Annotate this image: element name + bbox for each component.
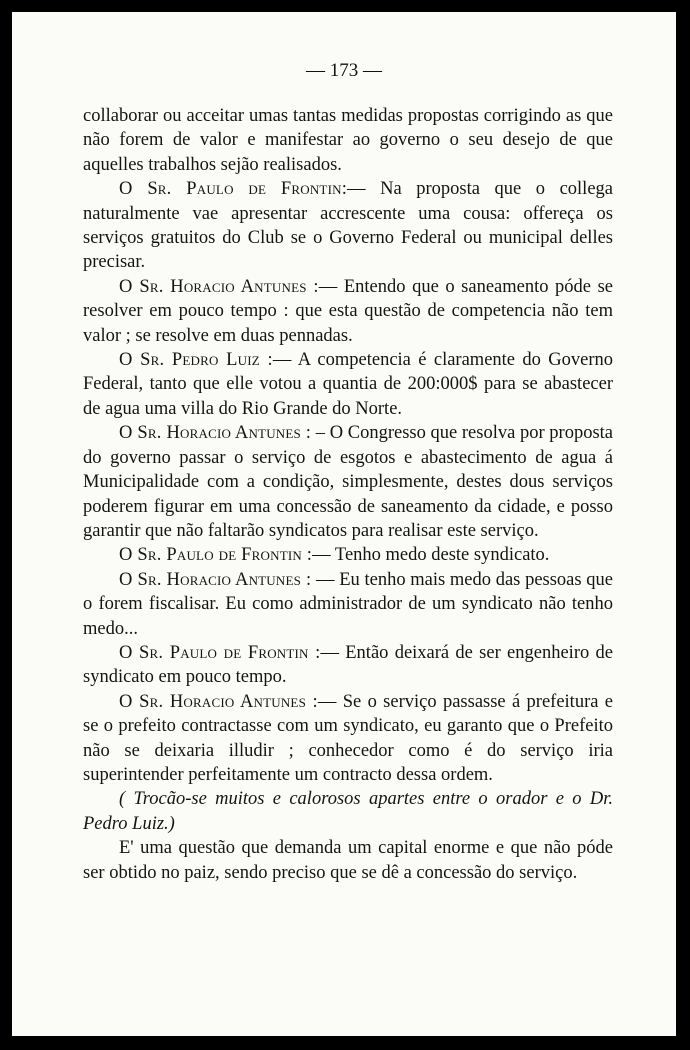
paragraph bbox=[83, 690, 613, 788]
paragraph bbox=[83, 641, 613, 690]
paragraph-text: – O Congresso que resolva por proposta do governo passar o serviço de esgotos e abastecimento de agua á Municipalidade com a condição, simplesmente, destes dous serviços poderem figurar em uma concessão de saneamento da cidade, e posso garantir que não faltarão syndicatos para realisar este serviço. bbox=[83, 423, 613, 541]
paragraph bbox=[83, 177, 613, 275]
paragraph-text: collaborar ou acceitar umas tantas medidas propostas corrigindo as que não forem de valor e manifestar ao governo o seu desejo de que aquelles trabalhos sejão realisados. bbox=[83, 106, 613, 175]
speaker-name: O Sr. Paulo de Frontin: bbox=[119, 179, 348, 200]
paragraph-text: E' uma questão que demanda um capital enorme e que não póde ser obtido no paiz, sendo preciso que se dê a concessão do serviço. bbox=[83, 838, 613, 883]
speaker-name: O Sr. Horacio Antunes : bbox=[119, 569, 312, 590]
paragraph bbox=[83, 275, 613, 348]
speaker-name: O Sr. Pedro Luiz : bbox=[119, 350, 273, 371]
paragraph-text: — Eu tenho mais medo das pessoas que o forem fiscalisar. Eu como administrador de um syndicato não tenho medo... bbox=[83, 569, 614, 639]
stage-direction bbox=[83, 787, 613, 836]
paragraph-text: — Entendo que o saneamento póde se resolver em pouco tempo : que esta questão de competencia não tem valor ; se resolve em duas pennadas. bbox=[83, 276, 614, 346]
paragraph-text: — Na proposta que o collega naturalmente vae apresentar accrescente uma cousa: offereça os serviços gratuitos do Club se o Governo Federal ou municipal delles precisar. bbox=[83, 179, 613, 273]
paragraph bbox=[83, 568, 613, 641]
speaker-name: O Sr. Paulo de Frontin : bbox=[119, 545, 313, 566]
speaker-name: O Sr. Paulo de Frontin : bbox=[119, 642, 321, 663]
paragraph-text: — Se o serviço passasse á prefeitura e se o prefeito contractasse com um syndicato, eu garanto que o Prefeito não se deixaria illudir ; conhecedor como é do serviço iria superintender perfeitamente um contracto dessa ordem. bbox=[83, 691, 613, 785]
paragraph bbox=[83, 836, 613, 885]
book-page bbox=[12, 12, 676, 1036]
paragraph bbox=[83, 421, 613, 543]
paragraph-text: — A competencia é claramente do Governo Federal, tanto que elle votou a quantia de 200:000$ para se abastecer de agua uma villa do Rio Grande do Norte. bbox=[83, 350, 613, 419]
paragraph bbox=[83, 543, 613, 567]
page-body bbox=[83, 104, 613, 885]
page-number: — 173 — bbox=[306, 60, 382, 81]
paragraph-text: — Então deixará de ser engenheiro de syndicato em pouco tempo. bbox=[83, 642, 613, 688]
paragraph-text: — Tenho medo deste syndicato. bbox=[312, 545, 550, 566]
speaker-name: O Sr. Horacio Antunes : bbox=[119, 276, 319, 297]
speaker-name: O Sr. Horacio Antunes : bbox=[119, 691, 318, 712]
speaker-name: O Sr. Horacio Antunes : bbox=[119, 423, 312, 444]
paragraph bbox=[83, 348, 613, 421]
paragraph-text: ( Trocão-se muitos e calorosos apartes entre o orador e o Dr. Pedro Luiz.) bbox=[83, 789, 613, 834]
paragraph bbox=[83, 104, 613, 177]
